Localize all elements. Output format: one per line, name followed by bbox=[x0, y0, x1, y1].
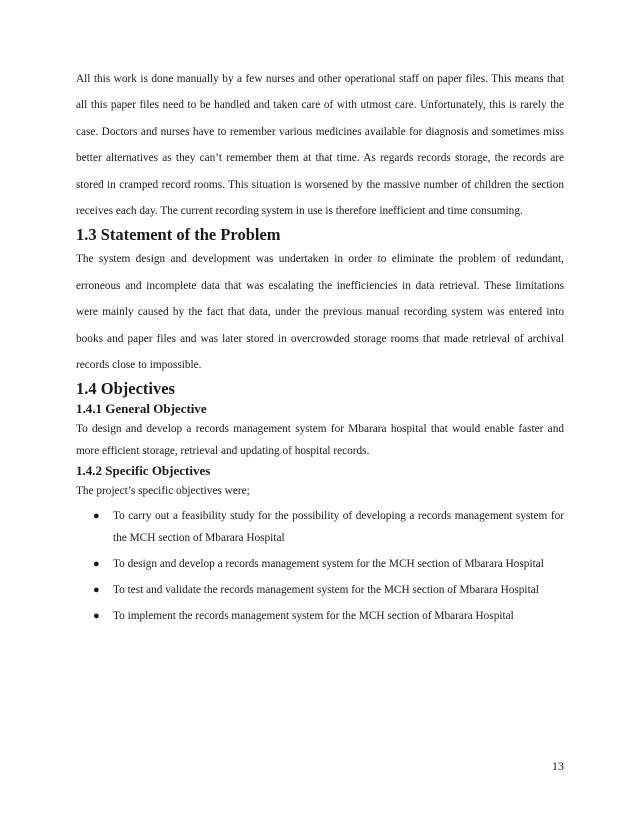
specific-objectives-intro: The project’s specific objectives were; bbox=[76, 485, 250, 498]
list-item bbox=[76, 505, 564, 549]
list-item bbox=[76, 553, 564, 575]
list-item-text: To carry out a feasibility study for the possibility of developing a records management system for the MCH section of Mbarara Hospital bbox=[113, 510, 564, 545]
subsection-heading-general-objective: 1.4.1 General Objective bbox=[76, 401, 207, 417]
list-item bbox=[76, 605, 564, 627]
section-heading-objectives: 1.4 Objectives bbox=[76, 379, 175, 399]
bullet-icon: ● bbox=[93, 610, 100, 623]
bullet-icon: ● bbox=[93, 584, 100, 597]
page-number: 13 bbox=[552, 759, 564, 773]
list-item bbox=[76, 579, 564, 601]
general-objective-paragraph: To design and develop a records management system for Mbarara hospital that would enable faster and more efficient storage, retrieval and updating of hospital records. bbox=[76, 423, 564, 458]
bullet-icon: ● bbox=[93, 558, 100, 571]
list-item-text: To design and develop a records management system for the MCH section of Mbarara Hospital bbox=[113, 558, 544, 571]
specific-objectives-list bbox=[76, 505, 564, 627]
page-content bbox=[76, 66, 564, 631]
problem-statement-paragraph: The system design and development was undertaken in order to eliminate the problem of redundant, erroneous and incomplete data that was escalating the inefficiencies in data retrieval. These limitations were mainly caused by the fact that data, under the previous manual recording system was entered into books and paper files and was later stored in overcrowded storage rooms that made retrieval of archival records close to impossible. bbox=[76, 253, 564, 372]
intro-paragraph: All this work is done manually by a few nurses and other operational staff on paper files. This means that all this paper files need to be handled and taken care of with utmost care. Unfortunately, this is rarely the case. Doctors and nurses have to remember various medicines available for diagnosis and sometimes miss better alternatives as they can’t remember them at that time. As regards records storage, the records are stored in cramped record rooms. This situation is worsened by the massive number of children the section receives each day. The current recording system in use is therefore inefficient and time consuming. bbox=[76, 73, 564, 218]
section-heading-problem-statement: 1.3 Statement of the Problem bbox=[76, 225, 281, 245]
subsection-heading-specific-objectives: 1.4.2 Specific Objectives bbox=[76, 463, 211, 479]
list-item-text: To test and validate the records management system for the MCH section of Mbarara Hospital bbox=[113, 584, 539, 597]
bullet-icon: ● bbox=[93, 510, 100, 523]
list-item-text: To implement the records management system for the MCH section of Mbarara Hospital bbox=[113, 610, 514, 623]
